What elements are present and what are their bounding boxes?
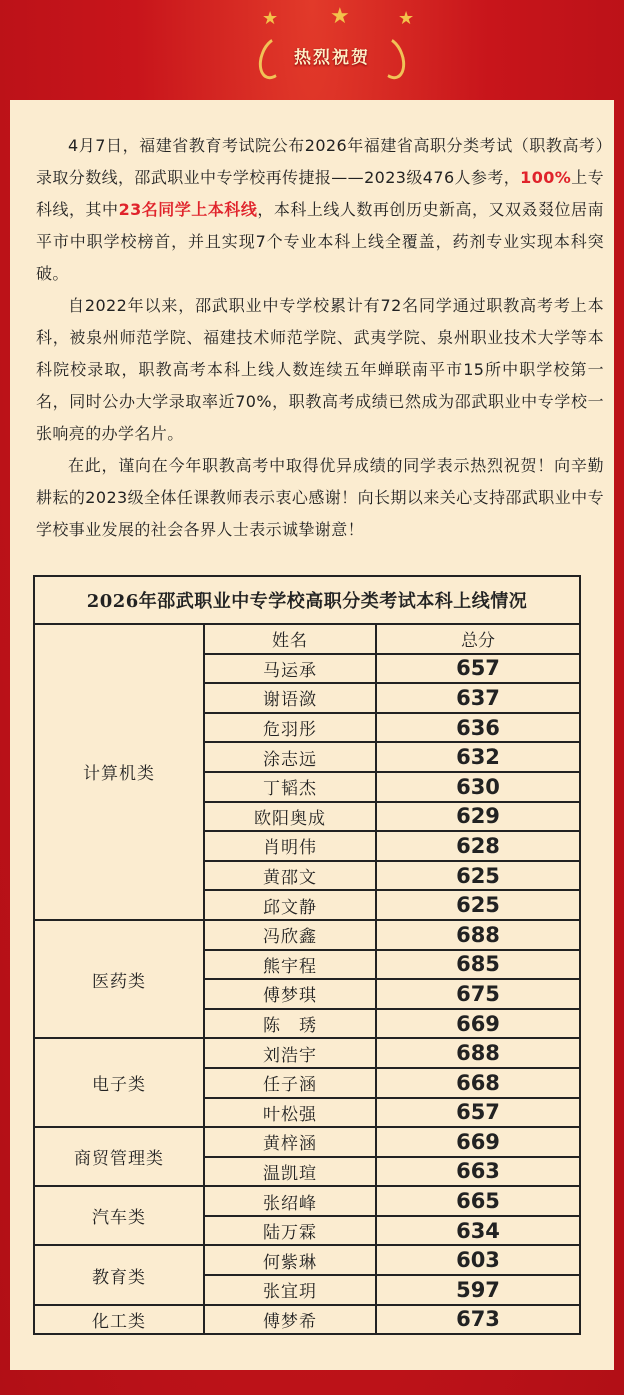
student-name: 黄邵文: [204, 861, 376, 891]
intro-paragraph-3: 在此，谨向在今年职教高考中取得优异成绩的同学表示热烈祝贺！向辛勤耕耘的2023级全体任课教师表示衷心感谢！向长期以来关心支持邵武职业中专学校事业发展的社会各界人士表示诚挚谢意！: [36, 456, 604, 539]
intro-paragraph-2: 自2022年以来，邵武职业中专学校累计有72名同学通过职教高考考上本科，被泉州师范学院、福建技术师范学院、武夷学院、泉州职业技术大学等本科院校录取，职教高考本科上线人数连续五年蝉联南平市15所中职学校第一名，同时公办大学录取率近70%，职教高考成绩已然成为邵武职业中专学校一张响亮的办学名片。: [36, 296, 604, 443]
table-header-row: [34, 624, 580, 654]
student-name: 肖明伟: [204, 831, 376, 861]
student-score: 657: [376, 1098, 580, 1128]
table-row: [34, 1038, 580, 1068]
laurel-right-icon: [369, 33, 410, 84]
table-row: [34, 1186, 580, 1216]
intro-p1-part-a: 4月7日，福建省教育考试院公布2026年福建省高职分类考试（职教高考）录取分数线，邵武职业中专学校再传捷报——2023级476人参考，: [36, 136, 604, 187]
student-name: 谢语潋: [204, 683, 376, 713]
table-row: [34, 1127, 580, 1157]
student-name: 张绍峰: [204, 1186, 376, 1216]
student-name: 欧阳奥成: [204, 802, 376, 832]
badge-text: 热烈祝贺: [294, 47, 370, 68]
student-name: 邱文静: [204, 890, 376, 920]
student-name: 张宜玥: [204, 1275, 376, 1305]
category-cell: 计算机类: [34, 624, 204, 920]
table-row: [34, 920, 580, 950]
student-name: 陈 琇: [204, 1009, 376, 1039]
student-name: 危羽彤: [204, 713, 376, 743]
intro-text: [36, 130, 604, 546]
scores-table: [33, 575, 581, 1335]
category-cell: 电子类: [34, 1038, 204, 1127]
student-score: 630: [376, 772, 580, 802]
student-score: 688: [376, 1038, 580, 1068]
student-name: 涂志远: [204, 742, 376, 772]
student-name: 刘浩宇: [204, 1038, 376, 1068]
intro-p1-part-b: 上专科线，其中: [36, 168, 604, 219]
table-title-row: [34, 576, 580, 624]
student-name: 黄梓涵: [204, 1127, 376, 1157]
student-name: 何紫琳: [204, 1245, 376, 1275]
student-score: 663: [376, 1157, 580, 1187]
intro-p1-part-c: ，本科上线人数再创历史新高，又双叒叕位居南平市中职学校榜首，并且实现7个专业本科上线全覆盖，药剂专业实现本科突破。: [36, 200, 604, 283]
table-row: [34, 1305, 580, 1335]
star-icon: ★: [262, 8, 279, 29]
category-cell: 教育类: [34, 1245, 204, 1304]
student-score: 632: [376, 742, 580, 772]
student-score: 657: [376, 654, 580, 684]
student-name: 傅梦琪: [204, 979, 376, 1009]
table-title: 2026年邵武职业中专学校高职分类考试本科上线情况: [34, 576, 580, 624]
student-name: 冯欣鑫: [204, 920, 376, 950]
student-score: 669: [376, 1009, 580, 1039]
star-icon: ★: [330, 4, 350, 29]
student-score: 597: [376, 1275, 580, 1305]
student-score: 628: [376, 831, 580, 861]
highlight-23-students: 23名同学上本科线: [118, 200, 258, 219]
student-score: 637: [376, 683, 580, 713]
student-score: 625: [376, 890, 580, 920]
student-name: 温凯瑄: [204, 1157, 376, 1187]
student-name: 任子涵: [204, 1068, 376, 1098]
student-score: 603: [376, 1245, 580, 1275]
student-score: 625: [376, 861, 580, 891]
header-banner: [0, 0, 624, 100]
student-name: 陆万霖: [204, 1216, 376, 1246]
student-score: 688: [376, 920, 580, 950]
intro-paragraph-1: [36, 130, 604, 290]
category-cell: 化工类: [34, 1305, 204, 1335]
student-name: 熊宇程: [204, 950, 376, 980]
student-name: 丁韬杰: [204, 772, 376, 802]
category-cell: 商贸管理类: [34, 1127, 204, 1186]
laurel-left-icon: [253, 33, 294, 84]
student-name: 叶松强: [204, 1098, 376, 1128]
category-cell: 医药类: [34, 920, 204, 1038]
student-score: 629: [376, 802, 580, 832]
student-score: 669: [376, 1127, 580, 1157]
column-header-name: 姓名: [204, 624, 376, 654]
student-score: 675: [376, 979, 580, 1009]
star-icon: ★: [398, 8, 415, 29]
student-score: 634: [376, 1216, 580, 1246]
category-cell: 汽车类: [34, 1186, 204, 1245]
student-name: 马运承: [204, 654, 376, 684]
table-row: [34, 1245, 580, 1275]
student-name: 傅梦希: [204, 1305, 376, 1335]
student-score: 636: [376, 713, 580, 743]
highlight-100-percent: 100%: [520, 168, 572, 187]
column-header-score: 总分: [376, 624, 580, 654]
student-score: 685: [376, 950, 580, 980]
student-score: 665: [376, 1186, 580, 1216]
title-badge: [252, 32, 412, 78]
student-score: 673: [376, 1305, 580, 1335]
student-score: 668: [376, 1068, 580, 1098]
